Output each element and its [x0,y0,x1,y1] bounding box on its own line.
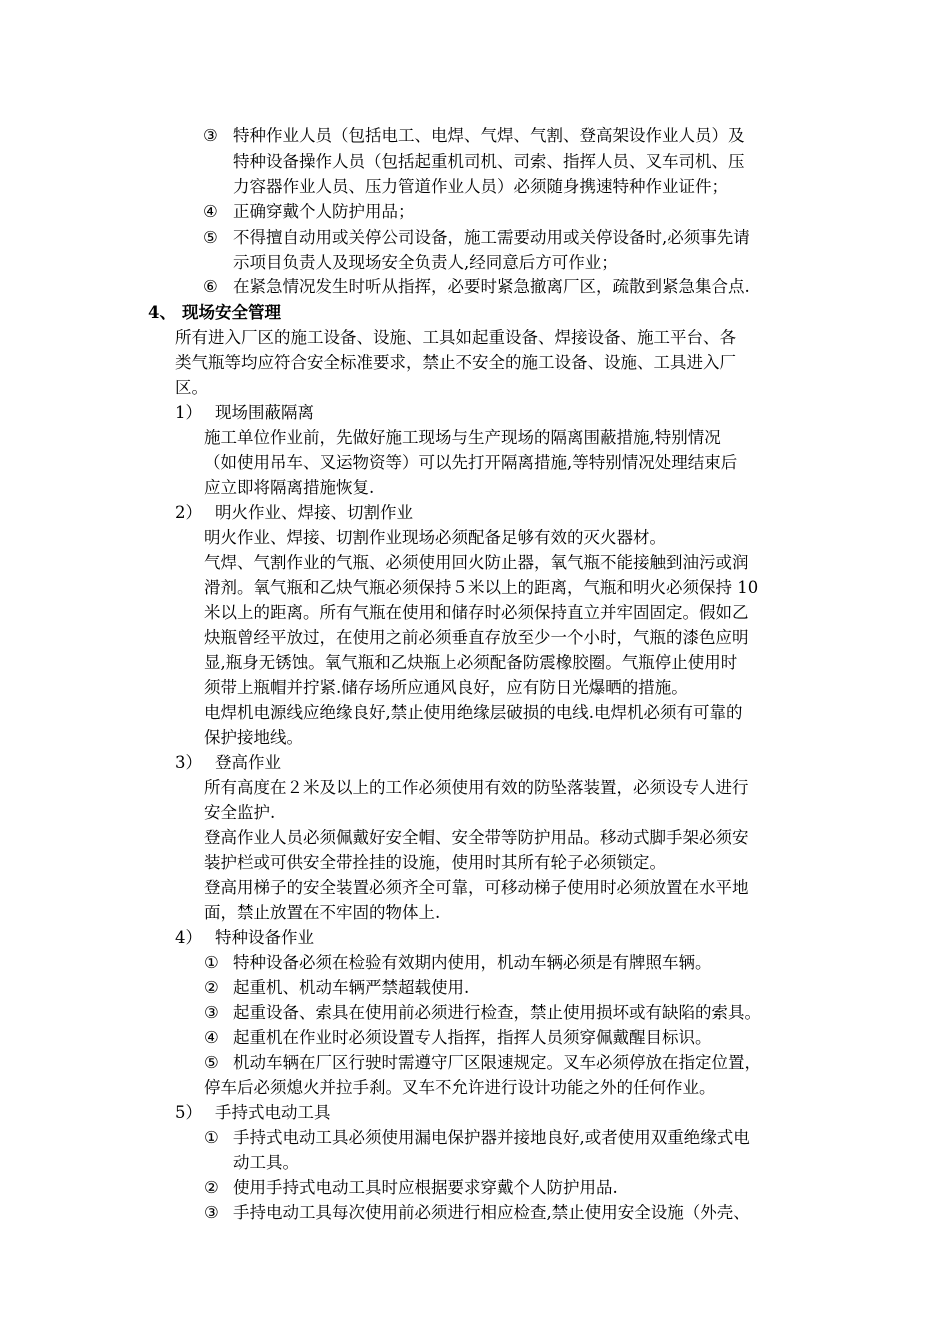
subsection-title: 登高作业 [215,753,281,772]
list-marker: ③ [203,126,218,145]
subsection-number: 3） [175,753,202,772]
list-marker: ③ [204,1203,219,1222]
list-marker: ③ [204,1003,219,1022]
paragraph-line: 气焊、气割作业的气瓶、必须使用回火防止器，氧气瓶不能接触到油污或润 [204,553,749,572]
paragraph-line: 米以上的距离。所有气瓶在使用和储存时必须保持直立并牢固固定。假如乙 [204,603,749,622]
subsection-title: 手持式电动工具 [215,1103,331,1122]
list-marker: ② [204,1178,219,1197]
list-marker: ⑤ [203,228,218,247]
paragraph-line: 登高用梯子的安全装置必须齐全可靠，可移动梯子使用时必须放置在水平地 [204,878,749,897]
list-item-text: 特种作业人员（包括电工、电焊、气焊、气割、登高架设作业人员）及 [233,126,745,145]
paragraph-line: 须带上瓶帽并拧紧.储存场所应通风良好，应有防日光爆晒的措施。 [204,678,688,697]
paragraph-line: 炔瓶曾经平放过，在使用之前必须垂直存放至少一个小时，气瓶的漆色应明 [204,628,749,647]
list-item-text: 起重设备、索具在使用前必须进行检查，禁止使用损坏或有缺陷的索具。 [233,1003,761,1022]
subsection-title: 明火作业、焊接、切割作业 [215,503,413,522]
subsection-title: 现场围蔽隔离 [215,403,314,422]
list-marker: ② [204,978,219,997]
section-title: 现场安全管理 [182,303,281,322]
list-item-text: 机动车辆在厂区行驶时需遵守厂区限速规定。叉车必须停放在指定位置， [233,1053,761,1072]
paragraph-line: 电焊机电源线应绝缘良好,禁止使用绝缘层破损的电线.电焊机必须有可靠的 [204,703,743,722]
list-item-text: 特种设备必须在检验有效期内使用，机动车辆必须是有牌照车辆。 [233,953,712,972]
list-item-text: 起重机、机动车辆严禁超载使用. [233,978,470,997]
subsection-number: 1） [175,403,202,422]
subsection-number: 2） [175,503,202,522]
list-marker: ⑥ [203,277,218,296]
list-marker: ④ [204,1028,219,1047]
list-item-text: 起重机在作业时必须设置专人指挥，指挥人员须穿佩戴醒目标识。 [233,1028,712,1047]
subsection-number: 4） [175,928,202,947]
section-number: 4、 [148,303,176,322]
paragraph-line: 装护栏或可供安全带拴挂的设施，使用时其所有轮子必须锁定。 [204,853,666,872]
paragraph-line: 所有进入厂区的施工设备、设施、工具如起重设备、焊接设备、施工平台、各 [175,328,736,347]
list-marker: ① [204,953,219,972]
paragraph-line: 显,瓶身无锈蚀。氧气瓶和乙炔瓶上必须配备防震橡胶圈。气瓶停止使用时 [204,653,738,672]
subsection-title: 特种设备作业 [215,928,314,947]
paragraph-line: 登高作业人员必须佩戴好安全帽、安全带等防护用品。移动式脚手架必须安 [204,828,749,847]
paragraph-line: 所有高度在２米及以上的工作必须使用有效的防坠落装置，必须设专人进行 [204,778,749,797]
list-item-text: 力容器作业人员、压力管道作业人员）必须随身携速特种作业证件； [233,177,728,196]
paragraph-line: 施工单位作业前，先做好施工现场与生产现场的隔离围蔽措施,特别情况 [204,428,721,447]
subsection-number: 5） [175,1103,202,1122]
list-item-text: 示项目负责人及现场安全负责人,经同意后方可作业； [233,253,618,272]
list-marker: ⑤ [204,1053,219,1072]
paragraph-line: （如使用吊车、叉运物资等）可以先打开隔离措施,等特别情况处理结束后 [204,453,738,472]
paragraph-line: 滑剂。氧气瓶和乙炔气瓶必须保持５米以上的距离，气瓶和明火必须保持 10 [204,578,759,597]
list-item-text: 特种设备操作人员（包括起重机司机、司索、指挥人员、叉车司机、压 [233,152,745,171]
paragraph-line: 明火作业、焊接、切割作业现场必须配备足够有效的灭火器材。 [204,528,666,547]
paragraph-line: 应立即将隔离措施恢复. [204,478,375,497]
list-marker: ④ [203,202,218,221]
paragraph-line: 面，禁止放置在不牢固的物体上. [204,903,441,922]
list-item-text: 手持式电动工具必须使用漏电保护器并接地良好,或者使用双重绝缘式电 [233,1128,750,1147]
paragraph-line: 安全监护. [204,803,276,822]
list-marker: ① [204,1128,219,1147]
list-item-text: 不得擅自动用或关停公司设备，施工需要动用或关停设备时,必须事先请 [233,228,750,247]
paragraph-line: 区。 [175,378,208,397]
list-item-text: 手持电动工具每次使用前必须进行相应检查,禁止使用安全设施（外壳、 [233,1203,750,1222]
paragraph-line: 类气瓶等均应符合安全标准要求，禁止不安全的施工设备、设施、工具进入厂 [175,353,736,372]
list-item-text: 动工具。 [233,1153,299,1172]
list-item-text: 使用手持式电动工具时应根据要求穿戴个人防护用品. [233,1178,618,1197]
list-item-continuation: 停车后必须熄火并拉手刹。叉车不允许进行设计功能之外的任何作业。 [204,1078,716,1097]
paragraph-line: 保护接地线。 [204,728,303,747]
list-item-text: 正确穿戴个人防护用品； [233,202,415,221]
list-item-text: 在紧急情况发生时听从指挥，必要时紧急撤离厂区，疏散到紧急集合点. [233,277,750,296]
